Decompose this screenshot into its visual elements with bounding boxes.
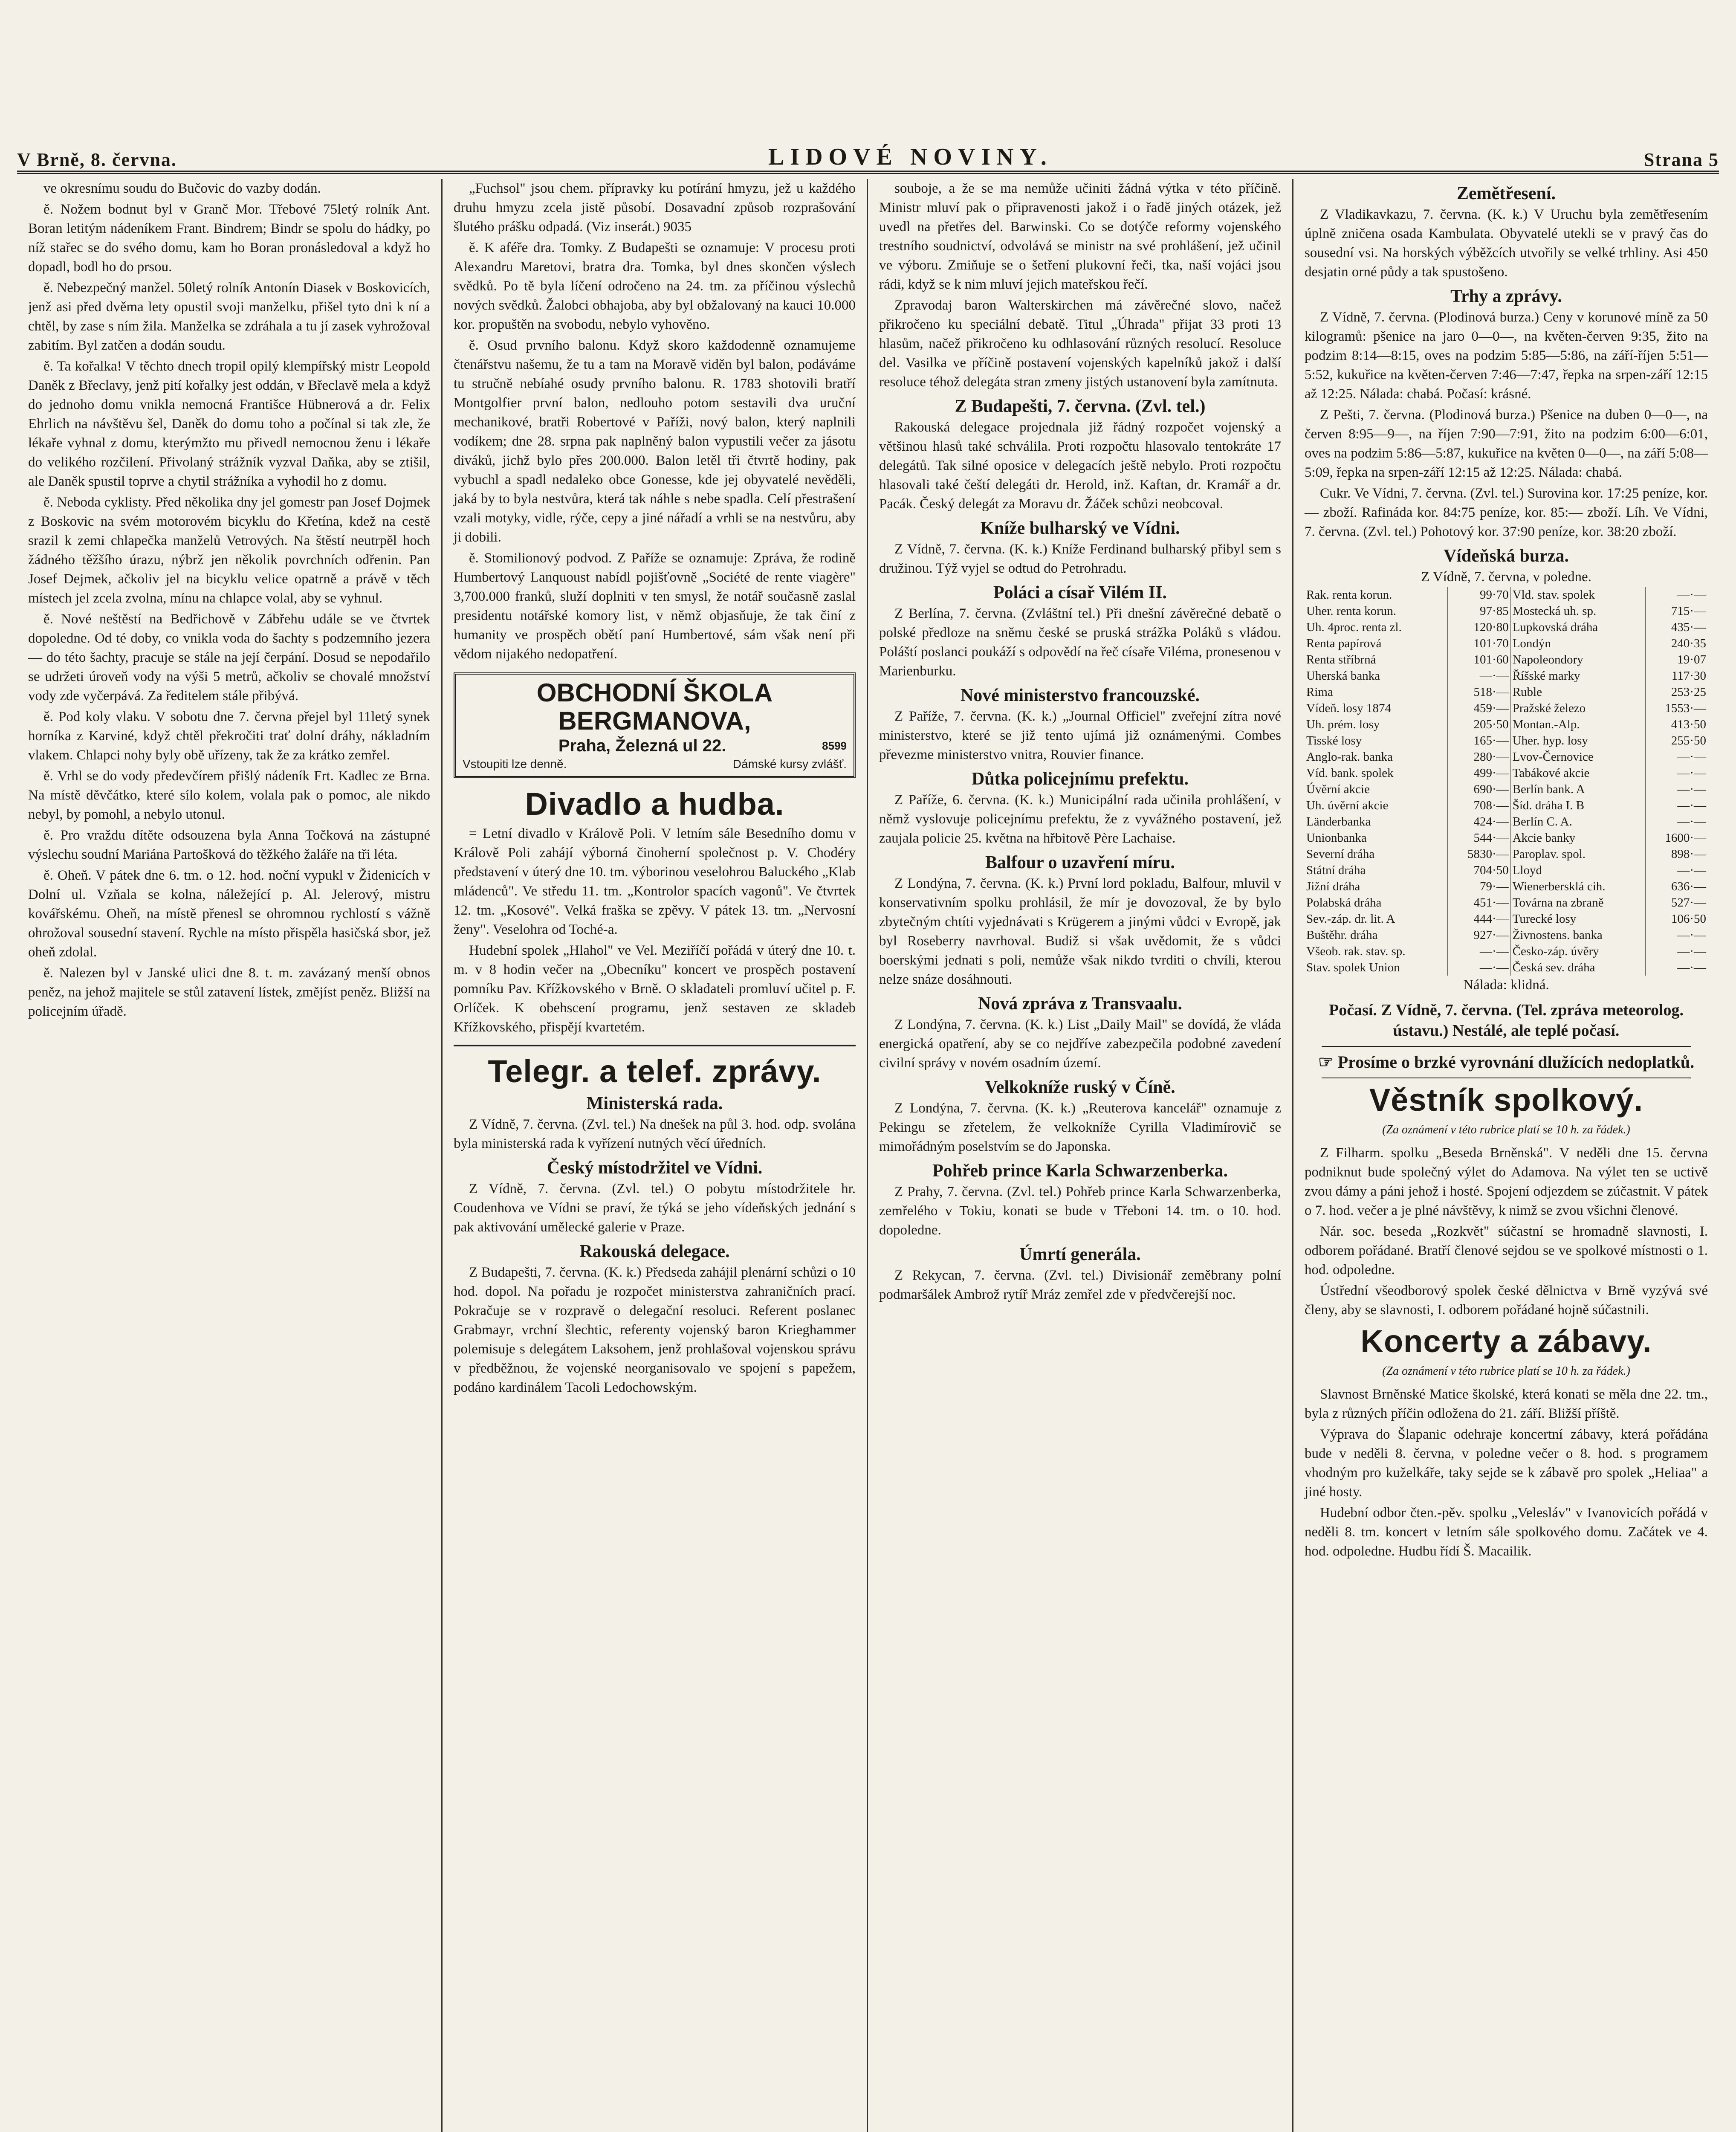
security-price: —·—	[1448, 668, 1510, 684]
security-price: 499·—	[1448, 765, 1510, 781]
security-price: —·—	[1448, 959, 1510, 976]
news-heading: Důtka policejnímu prefektu.	[971, 769, 1189, 789]
payment-notice	[1305, 1052, 1708, 1072]
security-price: 255·50	[1671, 734, 1706, 747]
security-name: Montan.-Alp.	[1510, 716, 1645, 733]
security-price: 117·30	[1671, 669, 1706, 683]
article: Z Pešti, 7. června. (Plodinová burza.) Pšenice na duben 0—0—, na červen 8:95—9—, na říjen 7:90—7:91, žito na podzim 6:00—6:01, oves na podzim 5:86—5:87, kukuřice na květen 0—0—, na září 5:08—5:09, řepka na srpen-září 12:15 až 12:25. Nálada: chabá.	[1305, 407, 1708, 480]
security-name: Polabská dráha	[1305, 895, 1448, 911]
security-name: Vld. stav. spolek	[1510, 587, 1645, 603]
security-price: 120·80	[1448, 619, 1510, 635]
stock-table-body	[1305, 587, 1708, 976]
article: Z Vídně, 7. června. (Zvl. tel.) O pobytu místodržitele hr. Coudenhova ve Vídni se praví, že týká se jeho vídeňských jednání s pak aktivování umělecké galerie v Praze.	[454, 1181, 856, 1235]
article: souboje, a že se ma nemůže učiniti žádná výtka v této příčině. Ministr mluví pak o připravenosti jakož i o řadě jiných otázek, jež uvedl na přetřes del. Barwinski. Co se dotýče reformy vojenského trestního soudnictví, odvolává se ministr na své prohlášení, jež učinil ve výboru. Zmiňuje se o šetření plukovní řeči, tka, naší vojáci jsou rádi, když se k nim mluví jejich mateřskou řečí.	[879, 181, 1281, 292]
column-3	[868, 179, 1293, 2132]
security-name: Anglo-rak. banka	[1305, 749, 1448, 765]
article: ě. Nožem bodnut byl v Granč Mor. Třebové 75letý rolník Ant. Boran letitým nádeníkem Frant. Bindrem; Bindr se spolu do hádky, po níž stařec se do svého domu, kam ho Boran pronásledoval a když ho dopadl, bodl ho do prsou.	[28, 202, 430, 275]
section-subtitle: (Za oznámení v této rubrice platí se 10 h. za řádek.)	[1382, 1364, 1630, 1378]
security-name: Renta stříbrná	[1305, 652, 1448, 668]
table-row	[1305, 733, 1708, 749]
security-price: —·—	[1677, 766, 1706, 780]
security-price: 97·85	[1448, 603, 1510, 619]
article: Z Filharm. spolku „Beseda Brněnská". V neděli dne 15. června podniknut bude společný výlet do Adamova. Na výlet ten se uctivě zvou dámy a páni jehož i hosté. Spojení odjezdem se zúčastnit. V pátek o 7. hod. večer a je plné návštěvy, k nimž se zvou všichni členové.	[1305, 1145, 1708, 1218]
table-row	[1305, 603, 1708, 619]
ad-number: 8599	[822, 739, 847, 752]
security-price: 5830·—	[1448, 846, 1510, 862]
security-price: 544·—	[1448, 830, 1510, 846]
table-row	[1305, 959, 1708, 976]
article: Z Prahy, 7. června. (Zvl. tel.) Pohřeb prince Karla Schwarzenberka, zemřelého v Tokiu, konati se bude v Třeboni 14. tm. o 10. hod. dopoledne.	[879, 1184, 1281, 1238]
security-name: Paroplav. spol.	[1510, 846, 1645, 862]
news-heading: Pohřeb prince Karla Schwarzenberka.	[932, 1161, 1228, 1181]
article: Z Budapešti, 7. června. (K. k.) Předseda zahájil plenární schůzi o 10 hod. dopol. Na pořadu je rozpočet ministerstva zahraničních prací. Pokračuje se v rozpravě o delegační resoluci. Referent poslanec Grabmayr, vrchní šlechtic, referenty vojenský baron Krieghammer polemisuje s delegátem Laksohem, jenž prohlašoval vojenskou správu v předběžnou, že vojenské neorganisovalo ve spojení s papežem, podáno kardinálem Tacoli Ledochowským.	[454, 1265, 856, 1395]
article: Z Vídně, 7. června. (Plodinová burza.) Ceny v korunové míně za 50 kilogramů: pšenice na jaro 0—0—, na květen-červen 9:35, žito na podzim 8:14—8:15, oves na podzim 5:85—5:86, na září-říjen 5:51—5:52, kukuřice na květen-červen 7:46—7:47, řepka na srpen-září 12:15 až 12:25. Nálada: chabá. Počasí: krásné.	[1305, 310, 1708, 402]
security-price: 253·25	[1671, 685, 1706, 699]
news-heading: Úmrtí generála.	[1019, 1245, 1141, 1264]
article: Z Vladikavkazu, 7. června. (K. k.) V Uruchu byla zemětřesením úplně zničena osada Kambulata. Obyvatelé utekli se v pravý čas do sousední vsi. Na horských výběžcích utvořily se velké trhliny. Asi 450 desjatin orné půdy a tak spustošeno.	[1305, 207, 1708, 280]
article: ě. Vrhl se do vody předevčírem přišlý nádeník Frt. Kadlec ze Brna. Na místě děvčátko, které sílo kolem, volala pak o pomoc, ale nikdo nebyl, by pomohl, a nebylo utonul.	[28, 768, 430, 822]
article: ě. Osud prvního balonu. Když skoro každodenně oznamujeme čtenářstvu našemu, že tu a tam na Moravě viděn byl balon, podáváme tu stručně nebíahé osudy prvního balonu. R. 1783 shotovili bratří Montgolfier první balon, nedlouho potom sestavili dva uruční mechanikové, bratři Robertové v Paříži, nový balon, který naplnili vodíkem; dne 28. srpna pak naplněný balon vypustili večer za jásotu diváků, jichž bylo přes 200.000. Balon letěl tři čtvrtě hodiny, pak vybuchl a spadl nedaleko obce Gonesse, kde jej obyvatelé nevěděli, jaká by to byla nestvůra, která tak náhle s nebe spadla. Celí přestrašení vzali motyky, vidle, rýče, cepy a jiné nářadí a vrhli se na nestvůru, aby ji dobili.	[454, 338, 856, 545]
article: Zpravodaj baron Walterskirchen má závěrečné slovo, načež přikročeno ku speciální debatě. Titul „Úhrada" přijat 33 proti 13 hlasům, načež přikročeno ku odhlasování různých resolucí. Resoluce del. Vasilka ve příčině postavení vojenských kapelníků jakož i další resoluce téhož delegáta stran zmeny jistých ustanovení byla zamítnuta.	[879, 298, 1281, 390]
section-title-concerts: Koncerty a zábavy.	[1360, 1324, 1652, 1359]
table-row	[1305, 943, 1708, 959]
security-name: Turecké losy	[1510, 911, 1645, 927]
security-name: Tisské losy	[1305, 733, 1448, 749]
news-heading: Rakouská delegace.	[579, 1242, 730, 1261]
table-row	[1305, 668, 1708, 684]
security-name: Uher. renta korun.	[1305, 603, 1448, 619]
security-name: Státní dráha	[1305, 862, 1448, 878]
table-row	[1305, 862, 1708, 878]
security-price: 99·70	[1448, 587, 1510, 603]
header-date: V Brně, 8. června.	[17, 149, 177, 170]
security-name: Uher. hyp. losy	[1510, 733, 1645, 749]
advert-text: „Fuchsol" jsou chem. přípravky ku potírání hmyzu, jež u každého druhu hmyzu zcela jistě působí. Dosavadní způsob rozprašování šlutého prášku odpadá. (Viz inserát.) 9035	[454, 181, 856, 235]
security-name: Lupkovská dráha	[1510, 619, 1645, 635]
table-row	[1305, 830, 1708, 846]
security-name: Česko-záp. úvěry	[1510, 943, 1645, 959]
ad-footer	[463, 756, 847, 772]
security-name: Úvěrní akcie	[1305, 781, 1448, 797]
security-name: Šíd. dráha I. B	[1510, 797, 1645, 814]
news-heading: Nová zpráva z Transvaalu.	[978, 994, 1183, 1014]
security-price: —·—	[1677, 750, 1706, 764]
security-price: —·—	[1677, 588, 1706, 602]
article: Hudební odbor čten.-pěv. spolku „Velesláv" v Ivanovicích pořádá v neděli 8. tm. koncert v letním sále spolkového domu. Začátek ve 4. hod. odpoledne. Hudbu řídí Š. Macailik.	[1305, 1505, 1708, 1559]
bursa-mood: Nálada: klidná.	[1463, 977, 1549, 993]
news-heading: Vídeňská burza.	[1443, 546, 1569, 566]
security-price: 79·—	[1448, 878, 1510, 895]
table-row	[1305, 700, 1708, 716]
security-price: 435·—	[1671, 620, 1706, 634]
article: Z Rekycan, 7. června. (Zvl. tel.) Divisionář zeměbrany polní podmaršálek Ambrož rytíř Mráz zemřel zde v předvčerejší noc.	[879, 1268, 1281, 1302]
security-price: 636·—	[1671, 880, 1706, 893]
news-heading: Zemětřesení.	[1456, 184, 1556, 203]
table-row	[1305, 619, 1708, 635]
article: Rakouská delegace projednala již řádný rozpočet vojenský a většinou hlasů také schválila. Proti rozpočtu hlasovalo tentokráte 17 delegátů. Tak silné oposice v delegacích ještě nebylo. Proti rozpočtu hlasovali také čeští delegáti dr. Herold, inž. Kaftan, dr. Kramář a dr. Pacák. Český delegát za Moravu dr. Žáček schůzi neobcoval.	[879, 420, 1281, 512]
pointing-hand-icon: ☞	[1318, 1052, 1338, 1072]
divider	[454, 1045, 856, 1046]
security-name: Tabákové akcie	[1510, 765, 1645, 781]
section-title-telegrams: Telegr. a telef. zprávy.	[488, 1054, 822, 1089]
article: Z Londýna, 7. června. (K. k.) První lord pokladu, Balfour, mluvil v konservativním spolku prohlásil, že mír je dovozoval, že by bylo zbytečným chtíti vyjednávati s Krügerem a jinými vůdci v Evropě, jak byl Roseberry navrhoval. Budiž si však uvědomit, že s vůdci boerskými jednati s poli, nemůže však nikdo tvrditi o chvíli, kterou nelze snáze dosáhnouti.	[879, 876, 1281, 987]
table-row	[1305, 797, 1708, 814]
article: Z Paříže, 7. června. (K. k.) „Journal Officiel" zveřejní zítra nové ministerstvo, které se již tento ujímá již oznámenými. Combes převezme ministerstvo vnitra, Rouvier finance.	[879, 709, 1281, 762]
table-row	[1305, 652, 1708, 668]
security-price: 518·—	[1448, 684, 1510, 700]
article: Z Vídně, 7. června. (K. k.) Kníže Ferdinand bulharský přibyl sem s družinou. Týž vyjel se odtud do Petrohradu.	[879, 542, 1281, 576]
article: Slavnost Brněnské Matice školské, která konati se měla dne 22. tm., byla z různých příčin odložena do 21. září. Bližší příště.	[1305, 1387, 1708, 1421]
security-name: Stav. spolek Union	[1305, 959, 1448, 976]
security-name: Říšské marky	[1510, 668, 1645, 684]
article: ve okresnímu soudu do Bučovic do vazby dodán.	[43, 181, 321, 196]
security-name: Vídeň. losy 1874	[1305, 700, 1448, 716]
security-price: —·—	[1677, 799, 1706, 812]
article: ě. K aféře dra. Tomky. Z Budapešti se oznamuje: V procesu proti Alexandru Maretovi, bratra dra. Tomka, byl dnes skončen výslech svědků. Po tě byla líčení odročeno na 24. tm. za příčinou výslechů nových svědků. Žalobci obhajoba, aby byl obžalovaný na kauci 10.000 kor. propuštěn na svobodu, nebylo vyhověno.	[454, 240, 856, 332]
newspaper-title: LIDOVÉ NOVINY.	[768, 144, 1053, 170]
security-name: Mostecká uh. sp.	[1510, 603, 1645, 619]
table-row	[1305, 781, 1708, 797]
security-name: Wienerbersklá cih.	[1510, 878, 1645, 895]
security-name: Uh. úvěrní akcie	[1305, 797, 1448, 814]
divider	[1322, 1046, 1691, 1047]
weather-report: Počasí. Z Vídně, 7. června. (Tel. zpráva meteorolog. ústavu.) Nestálé, ale teplé počasí.	[1328, 1001, 1684, 1040]
news-heading: Nové ministerstvo francouzské.	[960, 686, 1200, 705]
security-name: Londýn	[1510, 635, 1645, 652]
security-price: 240·35	[1671, 637, 1706, 650]
article: ě. Nebezpečný manžel. 50letý rolník Antonín Diasek v Boskovicích, jenž asi před dvěma lety opustil svoji manželku, přišel tyto dni k ní a chtěl, by zase s ním žila. Manželka se zdráhala a tu jí zasek vyhrožoval zabitím. Byl zatčen a dodán soudu.	[28, 280, 430, 353]
table-row	[1305, 684, 1708, 700]
table-row	[1305, 814, 1708, 830]
security-price: —·—	[1448, 943, 1510, 959]
article: ě. Stomilionový podvod. Z Paříže se oznamuje: Zpráva, že rodině Humbertový Lanquoust nabídl pojišťovně „Société de rente viagère" 3,700.000 franků, služí doplniti v ten smysl, že notář současně zaslal presidentu notářské komory list, v němž objasňuje, že tak činí z humanity ve prospěch obětí paní Humbertové, sám však není při vědom nijakého nedopatření.	[454, 550, 856, 662]
article: Z Londýna, 7. června. (K. k.) „Reuterova kancelář" oznamuje z Pekingu se zřetelem, že velkokníže Cyrilla Vladimírovič se mimořádným poselstvím se do Japonska.	[879, 1101, 1281, 1154]
security-name: Lloyd	[1510, 862, 1645, 878]
article: Cukr. Ve Vídni, 7. června. (Zvl. tel.) Surovina kor. 17:25 peníze, kor. — zboží. Rafináda kor. 84:75 peníze, kor. 85:— zboží. Líh. Ve Vídni, 7. června. (Zvl. tel.) Pohotový kor. 37:90 peníze, kor. 38:20 zboží.	[1305, 486, 1708, 539]
table-row	[1305, 765, 1708, 781]
article: Výprava do Šlapanic odehraje koncertní zábavy, která pořádána bude v neděli 8. června, v poledne večer o 8. hod. s programem vhodným pro kuželkáře, taky sejde se k zábavě pro spolek „Heliaa" a jiné hosty.	[1305, 1427, 1708, 1500]
security-name: Buštěhr. dráha	[1305, 927, 1448, 943]
security-name: Víd. bank. spolek	[1305, 765, 1448, 781]
security-price: 101·70	[1448, 635, 1510, 652]
article: ě. Neboda cyklisty. Před několika dny jel gomestr pan Josef Dojmek z Boskovic na svém motorovém bicyklu do Křetína, kdež na cestě srazil k zemi chlapečka manželů Vetrových. Na štěstí neutrpěl hoch žádného těžšího úrazu, nýbrž jen několik povrchních odřenin. Pan Josef Dejmek, ačkoliv jel na bicyklu velice opatrně a právě v těch místech jel zcela zvolna, mínu na chlapce volal, aby se vyhnul.	[28, 495, 430, 606]
security-price: 715·—	[1671, 604, 1706, 618]
security-price: 280·—	[1448, 749, 1510, 765]
article: ě. Pro vraždu dítěte odsouzena byla Anna Točková na zástupné výslechu soudní Mariána Partošková do těžkého žaláře na tři léta.	[28, 828, 430, 862]
security-price: 704·50	[1448, 862, 1510, 878]
security-price: 1600·—	[1665, 831, 1706, 845]
article: Z Vídně, 7. června. (Zvl. tel.) Na dnešek na půl 3. hod. odp. svolána byla ministerská rada k vyřízení nutných věcí úředních.	[454, 1117, 856, 1151]
security-price: 1553·—	[1665, 701, 1706, 715]
table-row	[1305, 716, 1708, 733]
security-name: Rima	[1305, 684, 1448, 700]
payment-notice-text: Prosíme o brzké vyrovnání dlužících nedoplatků.	[1337, 1052, 1695, 1072]
article: Z Paříže, 6. června. (K. k.) Municipální rada učinila prohlášení, v němž vyslovuje policejnímu prefektu, že z vyvážného postavení, jež zaujala policie 25. května na hřbitově Père Lachaise.	[879, 792, 1281, 846]
table-row	[1305, 587, 1708, 603]
ad-address	[463, 735, 847, 756]
article: Z Berlína, 7. června. (Zvláštní tel.) Při dnešní závěrečné debatě o polské předloze na sněmu české se pruská strážka Poláků s vládou. Poláští poslanci poukáží s odpovědí na řeč císaře Viléma, pronesenou v Marienburku.	[879, 606, 1281, 679]
security-price: 205·50	[1448, 716, 1510, 733]
security-price: 424·—	[1448, 814, 1510, 830]
table-row	[1305, 895, 1708, 911]
ad-title: OBCHODNÍ ŠKOLA BERGMANOVA,	[536, 678, 773, 735]
security-name: Renta papírová	[1305, 635, 1448, 652]
security-price: —·—	[1677, 961, 1706, 974]
table-row	[1305, 846, 1708, 862]
security-name: Uh. 4proc. renta zl.	[1305, 619, 1448, 635]
security-name: Jižní dráha	[1305, 878, 1448, 895]
news-heading: Velkokníže ruský v Číně.	[985, 1078, 1175, 1097]
security-price: —·—	[1677, 815, 1706, 828]
column-1	[17, 179, 443, 2132]
page-header	[17, 136, 1719, 174]
security-name: Unionbanka	[1305, 830, 1448, 846]
news-heading: Ministerská rada.	[586, 1094, 723, 1113]
table-row	[1305, 749, 1708, 765]
section-title-societies: Věstník spolkový.	[1369, 1082, 1643, 1118]
table-row	[1305, 878, 1708, 895]
article: ě. Pod koly vlaku. V sobotu dne 7. června přejel byl 11letý synek horníka z Karviné, když chtěl překročiti trať dolní dráhy, nákladním vlakem. Chlapci nohy byly obě uřízeny, tak že za krátko zemřel.	[28, 709, 430, 763]
table-row	[1305, 927, 1708, 943]
security-price: 690·—	[1448, 781, 1510, 797]
article: ě. Nové neštěstí na Bedřichově v Zábřehu udále se ve čtvrtek dopoledne. Od té doby, co vnikla voda do šachty s podzemního jezera — do této šachty, pracuje se stále na její čerpání. Dosud se nepodařilo se udržeti úroveň vody na výši 5 metrů, ačkoliv se chovalé množství vody zde vyčerpává. Za ředitelem stále přibývá.	[28, 611, 430, 704]
table-row	[1305, 911, 1708, 927]
security-price: 898·—	[1671, 847, 1706, 861]
security-price: 927·—	[1448, 927, 1510, 943]
security-name: Sev.-záp. dr. lit. A	[1305, 911, 1448, 927]
article: Hudební spolek „Hlahol" ve Vel. Meziříčí pořádá v úterý dne 10. t. m. v 8 hodin večer na „Obecníku" koncert ve prospěch postavení pomníku Pav. Křížkovského v Brně. O skladateli promluví učitel p. F. Orlíček. K obehscení programu, jenž sestaven ze skladeb Křížkovského, přispějí kvartetém.	[454, 943, 856, 1035]
page-number: Strana 5	[1643, 149, 1719, 170]
security-name: Uh. prém. losy	[1305, 716, 1448, 733]
column-2	[443, 179, 868, 2132]
security-price: —·—	[1677, 782, 1706, 796]
news-heading: Poláci a císař Vilém II.	[993, 583, 1167, 603]
security-price: 708·—	[1448, 797, 1510, 814]
section-subtitle: (Za oznámení v této rubrice platí se 10 h. za řádek.)	[1382, 1123, 1630, 1136]
article: Z Londýna, 7. června. (K. k.) List „Daily Mail" se dovídá, že vláda energická opatření, aby se co nejdříve zabezpečila podobné zavedení civilní správy v novém osadním území.	[879, 1017, 1281, 1071]
security-name: Uherská banka	[1305, 668, 1448, 684]
ad-footer-right: Dámské kursy zvlášť.	[732, 757, 847, 771]
security-name: Živnostens. banka	[1510, 927, 1645, 943]
security-name: Rak. renta korun.	[1305, 587, 1448, 603]
security-name: Všeob. rak. stav. sp.	[1305, 943, 1448, 959]
security-price: —·—	[1677, 944, 1706, 958]
news-heading: Balfour o uzavření míru.	[985, 853, 1175, 872]
article: Nár. soc. beseda „Rozkvět" súčastní se hromadně slavnosti, I. odborem pořádané. Bratří členové sejdou se ve spolkové místnosti o 1. hod. odpoledne.	[1305, 1224, 1708, 1277]
security-price: 451·—	[1448, 895, 1510, 911]
security-name: Ruble	[1510, 684, 1645, 700]
bursa-date: Z Vídně, 7. června, v poledne.	[1421, 569, 1591, 585]
article: ě. Nalezen byl v Janské ulici dne 8. t. m. zavázaný menší obnos peněz, na jehož majitele se stůl zatavení lístek, změjíst peněz. Bližší na policejním úřadě.	[28, 965, 430, 1019]
security-name: Česká sev. dráha	[1510, 959, 1645, 976]
ad-footer-left: Vstoupiti lze denně.	[463, 757, 567, 771]
stock-table	[1305, 587, 1708, 976]
ad-address-text: Praha, Železná ul 22.	[558, 736, 726, 755]
news-heading: Z Budapešti, 7. června. (Zvl. tel.)	[955, 397, 1206, 416]
school-advertisement	[454, 672, 856, 778]
security-price: —·—	[1677, 863, 1706, 877]
article: ě. Oheň. V pátek dne 6. tm. o 12. hod. noční vypukl v Židenicích v Dolní ul. Vzňala se kolna, náležející p. Al. Jelerový, mistru kovářskému. Oheň, na místě přenesl se ohromnou rychlostí s vážně ohrožoval sousední stavení. Rychle na místo přispěla hasičská sbor, jež oheň zdolal.	[28, 868, 430, 960]
security-price: 444·—	[1448, 911, 1510, 927]
news-heading: Kníže bulharský ve Vídni.	[980, 519, 1180, 538]
security-price: —·—	[1677, 928, 1706, 942]
security-price: 413·50	[1671, 718, 1706, 731]
column-4	[1293, 179, 1719, 2132]
security-price: 19·07	[1677, 653, 1706, 666]
security-name: Akcie banky	[1510, 830, 1645, 846]
security-name: Berlín bank. A	[1510, 781, 1645, 797]
article: Ústřední všeodborový spolek české dělnictva v Brně vyzývá své členy, aby se slavnosti, I. odborem pořádané hojně súčastnili.	[1305, 1283, 1708, 1318]
security-name: Pražské železo	[1510, 700, 1645, 716]
security-name: Továrna na zbraně	[1510, 895, 1645, 911]
section-title-theatre: Divadlo a hudba.	[525, 786, 784, 822]
security-name: Berlín C. A.	[1510, 814, 1645, 830]
security-name: Länderbanka	[1305, 814, 1448, 830]
article: ě. Ta kořalka! V těchto dnech tropil opilý klempířský mistr Leopold Daněk z Břeclavy, jenž pití kořalky jest oddán, v Břeclavě mela a když do jednoho domu vnikla nemocná Františce Hübnerová a dr. Felix Ehrlich na návštěvu šel, Daněk do domu toho a počínal si tak zle, že lékaře vyhnal z domu, kterýmžto mu přivedl nemocnou ženu i lékaře do velikého rozčilení. Přivolaný strážník vyzval Daňka, aby se ztišil, ale Daněk spustil toprve a chytil strážníka a vyhodil ho z domu.	[28, 359, 430, 489]
security-price: 165·—	[1448, 733, 1510, 749]
security-price: 459·—	[1448, 700, 1510, 716]
table-row	[1305, 635, 1708, 652]
security-name: Severní dráha	[1305, 846, 1448, 862]
security-price: 527·—	[1671, 896, 1706, 910]
article: = Letní divadlo v Králově Poli. V letním sále Besedního domu v Králově Poli zahájí výborná činoherní společnost p. V. Chodéry představení v úterý dne 10. tm. výborinou veselohrou Baluckého „Klab mládenců". Ve středu 11. tm. „Kontrolor spacích vagonů". Ve čtvrtek 12. tm. „Kosové". Velká fraška se zpěvy. V pátek 13. tm. „Nervosní ženy". Veselohra od Toché-a.	[454, 826, 856, 937]
security-price: 101·60	[1448, 652, 1510, 668]
security-name: Napoleondory	[1510, 652, 1645, 668]
security-name: Lvov-Černovice	[1510, 749, 1645, 765]
news-heading: Trhy a zprávy.	[1450, 287, 1562, 306]
news-heading: Český místodržitel ve Vídni.	[547, 1158, 763, 1178]
security-price: 106·50	[1671, 912, 1706, 926]
columns	[17, 179, 1719, 2132]
